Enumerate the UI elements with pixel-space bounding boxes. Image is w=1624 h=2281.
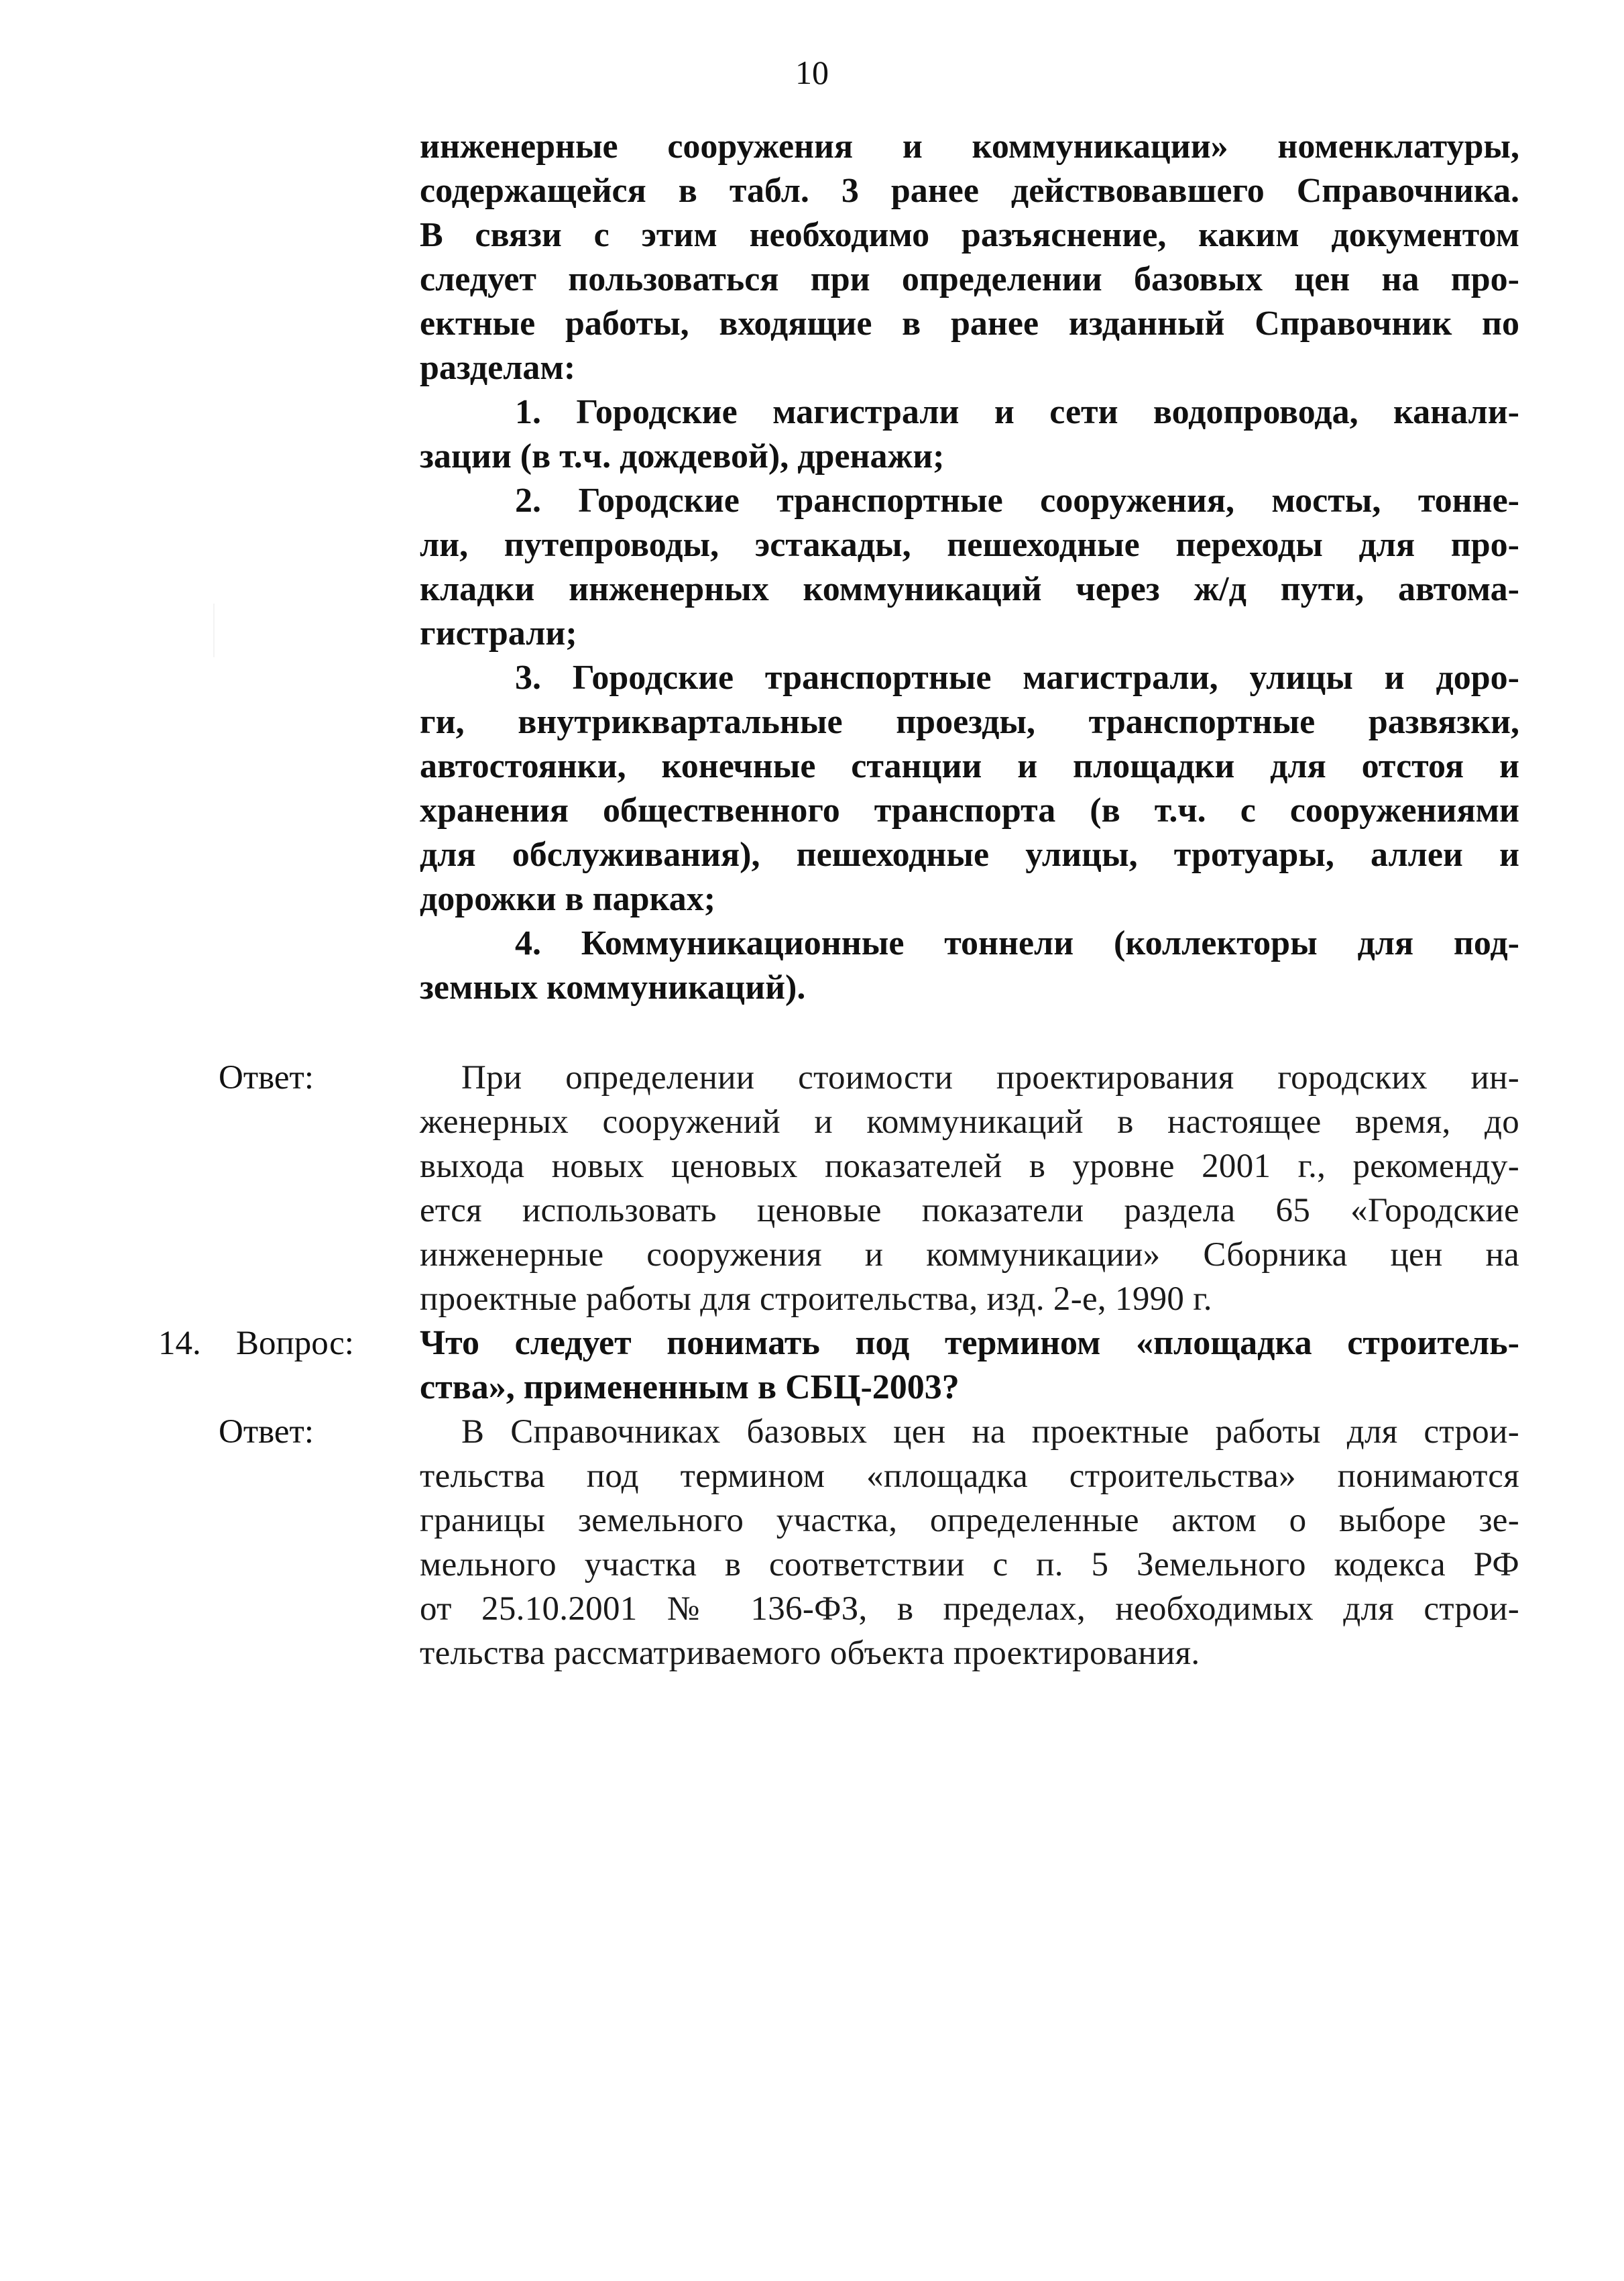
answer-1-label: Ответ: [219,1059,314,1097]
list-item-2-line: кладки инженерных коммуникаций через ж/д пути, автома- [420,570,1519,608]
answer-line: При определении стоимости проектирования городских ин- [461,1059,1519,1097]
list-item-1-line: 1. Городские магистрали и сети водопровода, канали- [515,393,1519,431]
list-item-1-line: зации (в т.ч. дождевой), дренажи; [420,437,945,476]
answer-line: ется использовать ценовые показатели раздела 65 «Городские [420,1192,1519,1229]
question-line: инженерные сооружения и коммуникации» номенклатуры, [420,127,1519,166]
question-line: Что следует понимать под термином «площадка строитель- [420,1324,1519,1362]
question-line: содержащейся в табл. 3 ранее действовавшего Справочника. [420,172,1519,210]
answer-line: проектные работы для строительства, изд. 2-е, 1990 г. [420,1280,1212,1318]
answer-line: женерных сооружений и коммуникаций в настоящее время, до [420,1103,1519,1141]
question-line: разделам: [420,349,576,387]
list-item-3-line: ги, внутриквартальные проезды, транспортные развязки, [420,703,1519,741]
answer-line: мельного участка в соответствии с п. 5 Земельного кодекса РФ [420,1546,1519,1583]
answer-line: границы земельного участка, определенные актом о выборе зе- [420,1502,1519,1539]
question-line: следует пользоваться при определении базовых цен на про- [420,260,1519,298]
list-item-4-line: земных коммуникаций). [420,968,806,1007]
answer-line: выхода новых ценовых показателей в уровне 2001 г., рекоменду- [420,1148,1519,1185]
question-line: В связи с этим необходимо разъяснение, каким документом [420,216,1519,254]
question-14-label: Вопрос: [236,1325,354,1362]
answer-line: тельства рассматриваемого объекта проектирования. [420,1634,1200,1672]
list-item-2-line: гистрали; [420,614,577,653]
page-number: 10 [795,54,829,91]
list-item-3-line: автостоянки, конечные станции и площадки для отстоя и [420,747,1519,785]
question-14-number: 14. [158,1325,201,1362]
answer-line: В Справочниках базовых цен на проектные работы для строи- [461,1413,1519,1451]
list-item-3-line: для обслуживания), пешеходные улицы, тротуары, аллеи и [420,836,1519,874]
list-item-2-line: ли, путепроводы, эстакады, пешеходные переходы для про- [420,526,1519,564]
answer-line: от 25.10.2001 № 136-ФЗ, в пределах, необходимых для строи- [420,1590,1519,1628]
list-item-3-line: 3. Городские транспортные магистрали, улицы и доро- [515,659,1519,697]
list-item-3-line: дорожки в парках; [420,880,716,918]
answer-line: тельства под термином «площадка строительства» понимаются [420,1457,1519,1495]
answer-2-label: Ответ: [219,1413,314,1451]
list-item-3-line: хранения общественного транспорта (в т.ч. с сооружениями [420,791,1519,830]
list-item-4-line: 4. Коммуникационные тоннели (коллекторы для под- [515,924,1519,962]
answer-2-text [420,1410,1519,1675]
question-line: ства», примененным в СБЦ-2003? [420,1368,960,1406]
question-13-continuation [420,125,1519,1010]
question-14-text [420,1321,1519,1410]
list-item-2-line: 2. Городские транспортные сооружения, мосты, тонне- [515,482,1519,520]
answer-1-text [420,1056,1519,1321]
question-line: ектные работы, входящие в ранее изданный Справочник по [420,304,1519,343]
scan-artifact [213,604,215,657]
answer-line: инженерные сооружения и коммуникации» Сборника цен на [420,1236,1519,1274]
